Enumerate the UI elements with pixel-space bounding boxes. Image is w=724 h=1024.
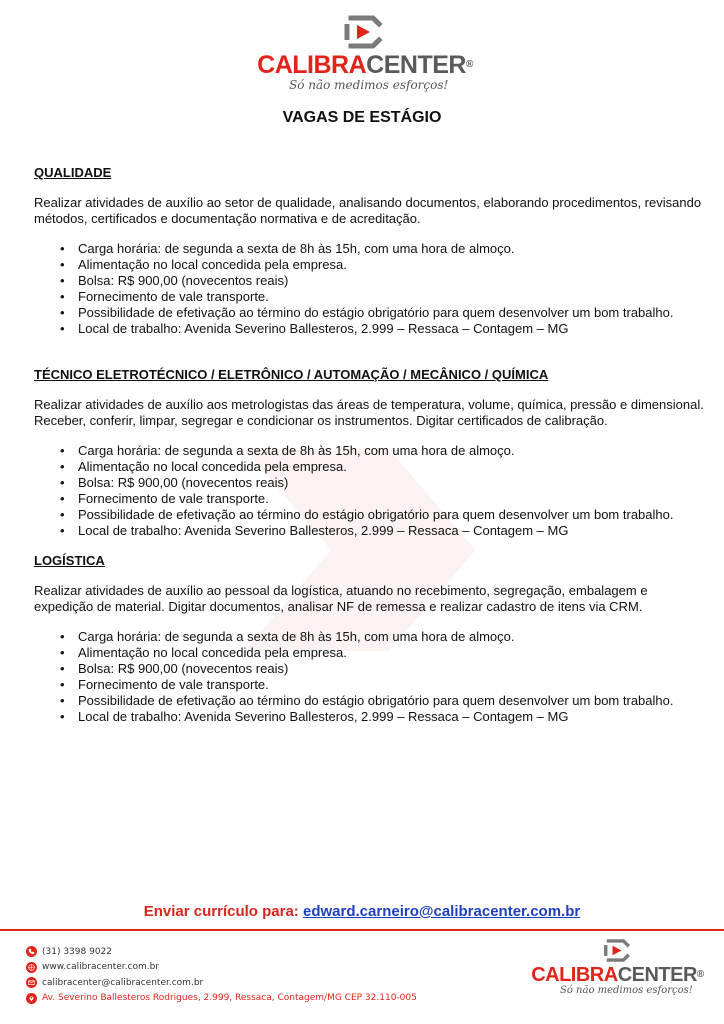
brand-name [530, 965, 705, 985]
section-description: Realizar atividades de auxílio aos metrologistas das áreas de temperatura, volume, química, pressão e dimensional. Receber, conferir, limpar, segregar e condicionar os instrumentos. Digitar certificados de calibração. [34, 397, 704, 428]
brand-name-part1: CALIBRA [531, 964, 618, 986]
footer-address [26, 991, 417, 1007]
list-item: • Bolsa: R$ 900,00 (novecentos reais) [34, 273, 704, 289]
section-logistica [34, 553, 704, 725]
footer-address-text: Av. Severino Ballesteros Rodrigues, 2.999, Ressaca, Contagem/MG CEP 32.110-005 [42, 993, 417, 1004]
section-heading: QUALIDADE [34, 165, 112, 180]
registered-mark: ® [696, 969, 704, 980]
brand-name [255, 52, 475, 78]
list-item: • Alimentação no local concedida pela empresa. [34, 459, 704, 475]
brand-name-part2: CENTER [366, 51, 466, 79]
section-heading: LOGÍSTICA [34, 553, 105, 568]
list-item: • Fornecimento de vale transporte. [34, 491, 704, 507]
brand-slogan: Só não medimos esforços! [560, 985, 693, 996]
footer-phone [26, 944, 417, 960]
logo-mark-icon [603, 938, 633, 963]
list-item: • Local de trabalho: Avenida Severino Ballesteros, 2.999 – Ressaca – Contagem – MG [34, 321, 704, 337]
list-item: • Carga horária: de segunda a sexta de 8h às 15h, com uma hora de almoço. [34, 443, 704, 459]
footer-website-text[interactable]: www.calibracenter.com.br [42, 962, 159, 973]
footer-phone-text: (31) 3398 9022 [42, 946, 113, 957]
section-bullets [34, 443, 704, 539]
list-item: • Local de trabalho: Avenida Severino Ballesteros, 2.999 – Ressaca – Contagem – MG [34, 709, 704, 725]
footer-contacts [26, 944, 417, 1006]
mail-icon [26, 977, 37, 988]
list-item: • Fornecimento de vale transporte. [34, 677, 704, 693]
list-item: • Carga horária: de segunda a sexta de 8h às 15h, com uma hora de almoço. [34, 241, 704, 257]
footer-website [26, 960, 417, 976]
list-item: • Possibilidade de efetivação ao término do estágio obrigatório para quem desenvolver um bom trabalho. [34, 693, 704, 709]
footer-logo [530, 938, 705, 996]
list-item: • Carga horária: de segunda a sexta de 8h às 15h, com uma hora de almoço. [34, 629, 704, 645]
section-description: Realizar atividades de auxílio ao setor de qualidade, analisando documentos, elaborando procedimentos, revisando métodos, certificados e documentação normativa e de acreditação. [34, 195, 702, 226]
location-pin-icon [26, 993, 37, 1004]
brand-name-part1: CALIBRA [257, 51, 367, 79]
send-resume-label: Enviar currículo para: [143, 903, 299, 920]
phone-icon [26, 946, 37, 957]
brand-name-part2: CENTER [617, 964, 697, 986]
logo-mark-icon [343, 14, 387, 50]
list-item: • Local de trabalho: Avenida Severino Ballesteros, 2.999 – Ressaca – Contagem – MG [34, 523, 704, 539]
registered-mark: ® [465, 59, 473, 70]
list-item: • Alimentação no local concedida pela empresa. [34, 257, 704, 273]
list-item: • Alimentação no local concedida pela empresa. [34, 645, 704, 661]
list-item: • Fornecimento de vale transporte. [34, 289, 704, 305]
footer-divider [0, 929, 724, 931]
footer-email [26, 975, 417, 991]
section-qualidade [34, 165, 704, 337]
list-item: • Possibilidade de efetivação ao término do estágio obrigatório para quem desenvolver um bom trabalho. [34, 305, 704, 321]
header-logo [255, 14, 475, 104]
page-title: VAGAS DE ESTÁGIO [282, 109, 442, 126]
section-description: Realizar atividades de auxílio ao pessoal da logística, atuando no recebimento, segregação, embalagem e expedição de material. Digitar documentos, analisar NF de remessa e realizar cadastro de itens via CRM. [34, 583, 648, 614]
section-bullets [34, 629, 704, 725]
job-sections [34, 165, 704, 725]
list-item: • Bolsa: R$ 900,00 (novecentos reais) [34, 475, 704, 491]
footer-email-text[interactable]: calibracenter@calibracenter.com.br [42, 977, 204, 988]
resume-email-link[interactable]: edward.carneiro@calibracenter.com.br [302, 903, 581, 920]
section-tecnico [34, 367, 704, 539]
list-item: • Bolsa: R$ 900,00 (novecentos reais) [34, 661, 704, 677]
globe-icon [26, 962, 37, 973]
section-heading: TÉCNICO ELETROTÉCNICO / ELETRÔNICO / AUTOMAÇÃO / MECÂNICO / QUÍMICA [34, 367, 549, 382]
send-resume-line [0, 903, 724, 920]
section-bullets [34, 241, 704, 337]
brand-slogan: Só não medimos esforços! [289, 78, 449, 92]
list-item: • Possibilidade de efetivação ao término do estágio obrigatório para quem desenvolver um bom trabalho. [34, 507, 704, 523]
